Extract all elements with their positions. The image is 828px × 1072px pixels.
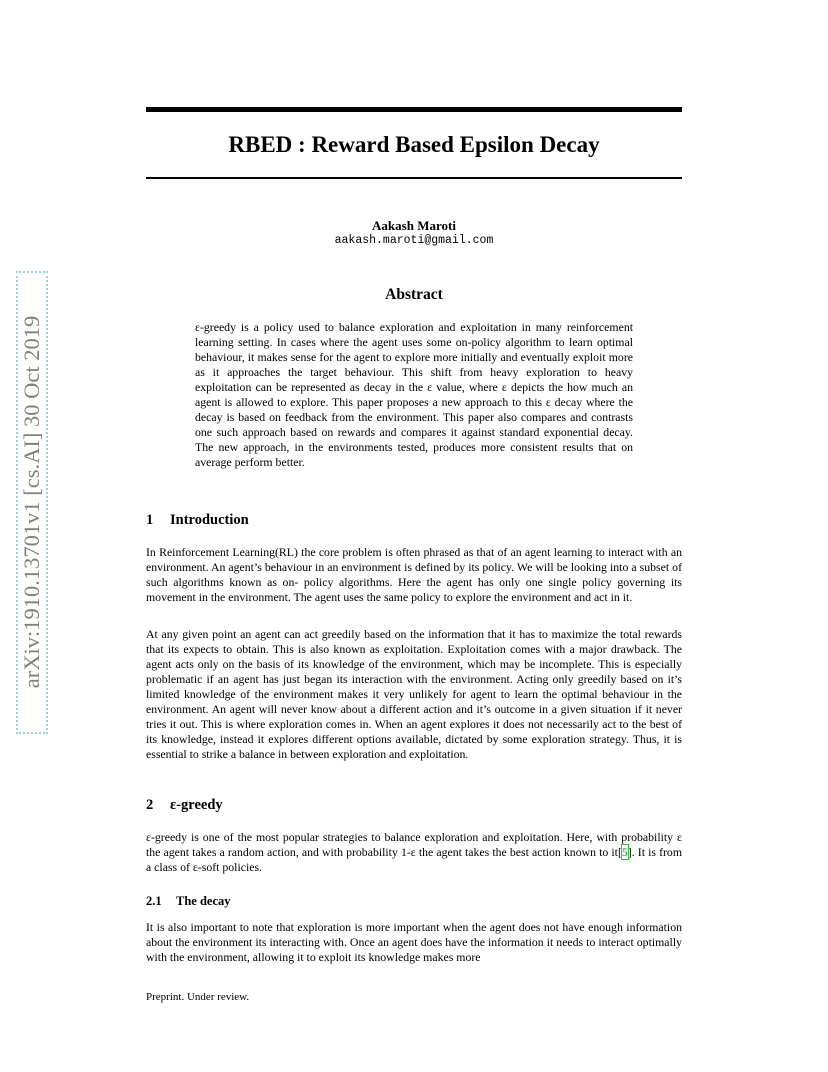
section-number: 2 bbox=[146, 797, 154, 813]
abstract-text: ε-greedy is a policy used to balance exploration and exploitation in many reinforcement learning setting. In cases where the agent uses some on-policy algorithm to learn optimal behaviour, it makes sense for the agent to explore more initially and eventually exploit more as it approaches the target behaviour. This shift from heavy exploration to heavy exploitation can be represented as decay in the ε value, where ε depicts the how much an agent is allowed to explore. This paper proposes a new approach to this ε decay where the decay is based on feedback from the environment. This paper also compares and contrasts one such approach based on rewards and compares it against standard exponential decay. The new approach, in the environments tested, produces more consistent results that on average perform better. bbox=[195, 320, 633, 469]
section-title: ε-greedy bbox=[170, 797, 223, 813]
subsection-number: 2.1 bbox=[146, 894, 162, 908]
decay-paragraph: It is also important to note that exploration is more important when the agent does not have enough information about the environment its interacting with. Once an agent does have the information it needs to interact optimally with the environment, allowing it to exploit its knowledge makes more bbox=[146, 920, 682, 964]
section-heading-epsilon-greedy bbox=[146, 795, 223, 815]
paragraph-text: ]. It is from a class of ε-soft policies. bbox=[146, 845, 682, 874]
epsilon-greedy-paragraph bbox=[146, 830, 682, 875]
preprint-footer: Preprint. Under review. bbox=[146, 991, 250, 1003]
author-name: Aakash Maroti bbox=[372, 218, 456, 233]
arxiv-identifier-text: arXiv:1910.13701v1 [cs.AI] 30 Oct 2019 bbox=[19, 315, 44, 689]
section-heading-introduction bbox=[146, 510, 249, 530]
subsection-title: The decay bbox=[176, 894, 231, 908]
citation-link[interactable]: 5 bbox=[621, 845, 628, 859]
section-title: Introduction bbox=[170, 512, 249, 528]
subsection-heading-the-decay bbox=[146, 893, 231, 909]
section-number: 1 bbox=[146, 512, 154, 528]
introduction-paragraph-1: In Reinforcement Learning(RL) the core problem is often phrased as that of an agent learning to interact with an environment. An agent’s behaviour in an environment is defined by its policy. We will be looking into a subset of such algorithms known as on- policy algorithms. Here the agent has only one single policy governing its movement in the environment. The agent uses the same policy to explore the environment and act in it. bbox=[146, 545, 682, 604]
abstract-heading: Abstract bbox=[385, 286, 443, 303]
paragraph-text: ε-greedy is one of the most popular strategies to balance exploration and exploitation. Here, with probability ε the agent takes a random action, and with probability 1-ε the agent takes the best action known to it[ bbox=[146, 830, 682, 859]
arxiv-identifier-stamp bbox=[12, 267, 52, 738]
paper-title: RBED : Reward Based Epsilon Decay bbox=[228, 132, 600, 157]
author-email: aakash.maroti@gmail.com bbox=[334, 234, 494, 247]
title-bottom-rule bbox=[146, 177, 682, 179]
introduction-paragraph-2: At any given point an agent can act greedily based on the information that it has to maximize the total rewards that its expects to obtain. This is also known as exploitation. Exploitation comes with a major drawback. The agent acts only on the basis of its knowledge of the environment, which may be incomplete. This is especially problematic if an agent has just began its interaction with the environment. Acting only greedily based on it’s limited knowledge of the environment makes it very unlikely for agent to learn the optimal behaviour in the environment. An agent will never know about a different action and it’s outcome in a given situation if it never tries it out. This is where exploration comes in. When an agent explores it does not necessarily act to the best of its knowledge, instead it explores different options available, dictated by some exploration strategy. Thus, it is essential to strike a balance in between exploration and exploitation. bbox=[146, 627, 682, 761]
title-top-rule bbox=[146, 107, 682, 112]
